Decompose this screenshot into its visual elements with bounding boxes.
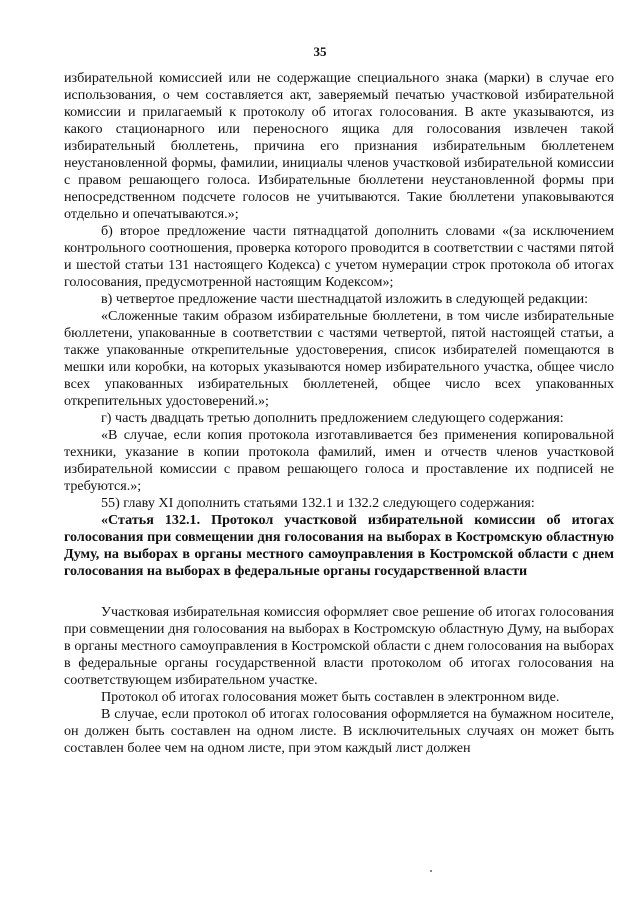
page-number: 35: [313, 44, 327, 59]
paragraph-55: 55) главу XI дополнить статьями 132.1 и 132.2 следующего содержания:: [101, 495, 535, 511]
paragraph-quote-bulletins: «Сложенные таким образом избирательные бюллетени, в том числе избирательные бюллетени, упакованные в соответствии с частями четвертой, пятой настоящей статьи, а также упакованные открепительные удостоверения, список избирателей помещаются в мешки или коробки, на которых указываются номер избирательного участка, общее число всех упакованных избирательных бюллетеней, общее число всех упакованных открепительных удостоверений.»;: [64, 308, 614, 409]
body-paragraph-commission: Участковая избирательная комиссия оформляет свое решение об итогах голосования при совмещении дня голосования на выборах в Костромскую областную Думу, на выборах в органы местного самоуправления в Костромской области с днем голосования на выборах в федеральные органы государственной власти протоколом об итогах голосования на соответствующем избирательном участке.: [64, 604, 614, 688]
spacer: [64, 580, 614, 604]
paragraph-b: б) второе предложение части пятнадцатой дополнить словами «(за исключением контрольного соотношения, проверка которого проводится в соответствии с частями пятой и шестой статьи 131 настоящего Кодекса) с учетом нумерации строк протокола об итогах голосования, предусмотренной настоящим Кодексом»;: [64, 223, 614, 290]
body-paragraph-paper: В случае, если протокол об итогах голосования оформляется на бумажном носителе, он должен быть составлен на одном листе. В исключительных случаях он может быть составлен более чем на одном листе, при этом каждый лист должен: [64, 706, 614, 756]
scan-dot: [430, 870, 432, 872]
paragraph-v: в) четвертое предложение части шестнадцатой изложить в следующей редакции:: [101, 291, 589, 307]
paragraph-quote-copy: «В случае, если копия протокола изготавливается без применения копировальной техники, указание в копии протокола фамилий, имен и отчеств членов участковой избирательной комиссии с правом решающего голоса и проставление их подписей не требуются.»;: [64, 427, 614, 494]
document-body: [64, 70, 614, 757]
paragraph-continuation: избирательной комиссией или не содержащие специального знака (марки) в случае его использования, о чем составляется акт, заверяемый печатью участковой избирательной комиссии и прилагаемый к протоколу об итогах голосования. В акте указываются, из какого стационарного или переносного ящика для голосования извлечен такой избирательный бюллетень, причина его признания избирательным бюллетенем неустановленной формы, фамилии, инициалы членов участковой избирательной комиссии с правом решающего голоса. Избирательные бюллетени неустановленной формы при непосредственном подсчете голосов не учитываются. Такие бюллетени упаковываются отдельно и опечатываются.»;: [64, 70, 614, 222]
article-heading: «Статья 132.1. Протокол участковой избирательной комиссии об итогах голосования при совмещении дня голосования на выборах в Костромскую областную Думу, на выборах в органы местного самоуправления в Костромской области с днем голосования на выборах в федеральные органы государственной власти: [64, 512, 614, 579]
paragraph-g: г) часть двадцать третью дополнить предложением следующего содержания:: [101, 410, 564, 426]
body-paragraph-electronic: Протокол об итогах голосования может быть составлен в электронном виде.: [101, 689, 560, 705]
